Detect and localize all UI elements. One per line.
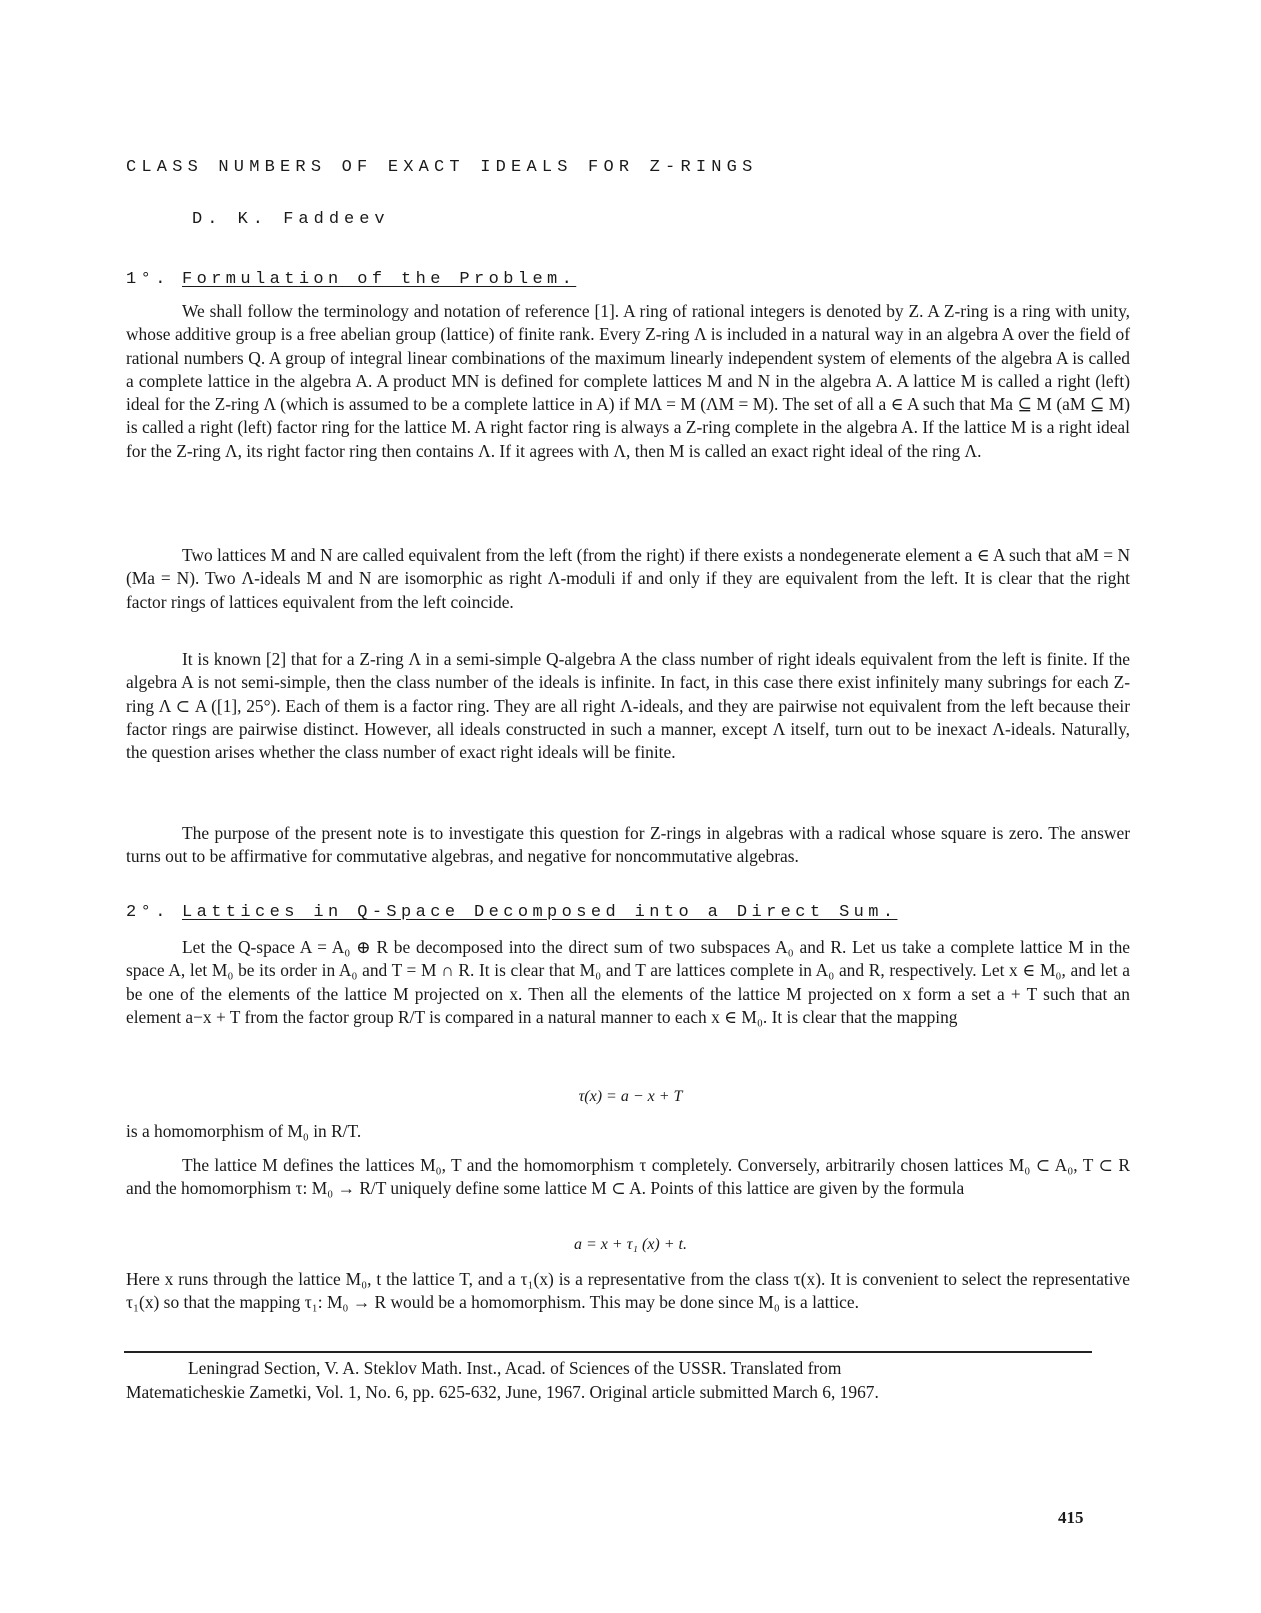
paragraph-7: The lattice M defines the lattices M₀, T and the homomorphism τ completely. Conversely, arbitrarily chosen lattices M₀ ⊂ A₀, T ⊂ R and the homomorphism τ: M₀ → R/T uniquely define some lattice M ⊂ A. Points of this lattice are given by the formula — [126, 1155, 1130, 1199]
footnote-line-1: Leningrad Section, V. A. Steklov Math. Inst., Acad. of Sciences of the USSR. Translated from — [188, 1358, 842, 1378]
section-2-title: Lattices in Q-Space Decomposed into a Direct Sum. — [182, 903, 898, 922]
section-2-number: 2°. — [126, 903, 170, 922]
page-number: 415 — [1058, 1508, 1084, 1527]
paragraph-3: It is known [2] that for a Z-ring Λ in a semi-simple Q-algebra A the class number of right ideals equivalent from the left is finite. If the algebra A is not semi-simple, then the class number of the ideals is infinite. In fact, in this case there exist infinitely many subrings for each Z-ring Λ ⊂ A ([1], 25°). Each of them is a factor ring. They are all right Λ-ideals, and they are pairwise not equivalent from the left because their factor rings are pairwise distinct. However, all ideals constructed in such a manner, except Λ itself, turn out to be inexact Λ-ideals. Naturally, the question arises whether the class number of exact right ideals will be finite. — [126, 649, 1130, 763]
footnote-divider — [124, 1351, 1092, 1353]
paragraph-2: Two lattices M and N are called equivalent from the left (from the right) if there exists a nondegenerate element a ∈ A such that aM = N (Ma = N). Two Λ-ideals M and N are isomorphic as right Λ-moduli if and only if they are equivalent from the left. It is clear that the right factor rings of lattices equivalent from the left coincide. — [126, 545, 1130, 612]
section-1-title: Formulation of the Problem. — [182, 270, 577, 289]
formula-tau: τ(x) = a − x + T — [578, 1088, 683, 1105]
footnote-line-2: Matematicheskie Zametki, Vol. 1, No. 6, pp. 625-632, June, 1967. Original article submitted March 6, 1967. — [126, 1382, 879, 1402]
paper-title: CLASS NUMBERS OF EXACT IDEALS FOR Z-RINGS — [126, 158, 758, 177]
paragraph-5: Let the Q-space A = A₀ ⊕ R be decomposed into the direct sum of two subspaces A₀ and R. Let us take a complete lattice M in the space A, let M₀ be its order in A₀ and T = M ∩ R. It is clear that M₀ and T are lattices complete in A₀ and R, respectively. Let x ∈ M₀, and let a be one of the elements of the lattice M projected on x. Then all the elements of the lattice M projected on x form a set a + T such that an element a−x + T from the factor group R/T is compared in a natural manner to each x ∈ M₀. It is clear that the mapping — [126, 937, 1130, 1027]
section-1-heading — [126, 270, 576, 289]
section-2-heading — [126, 903, 897, 922]
paper-author: D. K. Faddeev — [192, 210, 390, 229]
paragraph-4: The purpose of the present note is to investigate this question for Z-rings in algebras with a radical whose square is zero. The answer turns out to be affirmative for commutative algebras, and negative for noncommutative algebras. — [126, 823, 1130, 867]
paragraph-6: is a homomorphism of M₀ in R/T. — [126, 1121, 362, 1141]
paragraph-1: We shall follow the terminology and notation of reference [1]. A ring of rational integers is denoted by Z. A Z-ring is a ring with unity, whose additive group is a free abelian group (lattice) of finite rank. Every Z-ring Λ is included in a natural way in an algebra A over the field of rational numbers Q. A group of integral linear combinations of the maximum linearly independent system of elements of the algebra A is called a complete lattice in the algebra A. A product MN is defined for complete lattices M and N in the algebra A. A lattice M is called a right (left) ideal for the Z-ring Λ (which is assumed to be a complete lattice in A) if MΛ = M (ΛM = M). The set of all a ∈ A such that Ma ⊆ M (aM ⊆ M) is called a right (left) factor ring for the lattice M. A right factor ring is always a Z-ring complete in the algebra A. If the lattice M is a right ideal for the Z-ring Λ, its right factor ring then contains Λ. If it agrees with Λ, then M is called an exact right ideal of the ring Λ. — [126, 301, 1130, 461]
paragraph-8: Here x runs through the lattice M₀, t the lattice T, and a τ₁(x) is a representative from the class τ(x). It is convenient to select the representative τ₁(x) so that the mapping τ₁: M₀ → R would be a homomorphism. This may be done since M₀ is a lattice. — [126, 1269, 1130, 1313]
formula-lattice-point: a = x + τ₁ (x) + t. — [574, 1236, 687, 1253]
footnote — [126, 1356, 1116, 1404]
section-1-number: 1°. — [126, 270, 170, 289]
